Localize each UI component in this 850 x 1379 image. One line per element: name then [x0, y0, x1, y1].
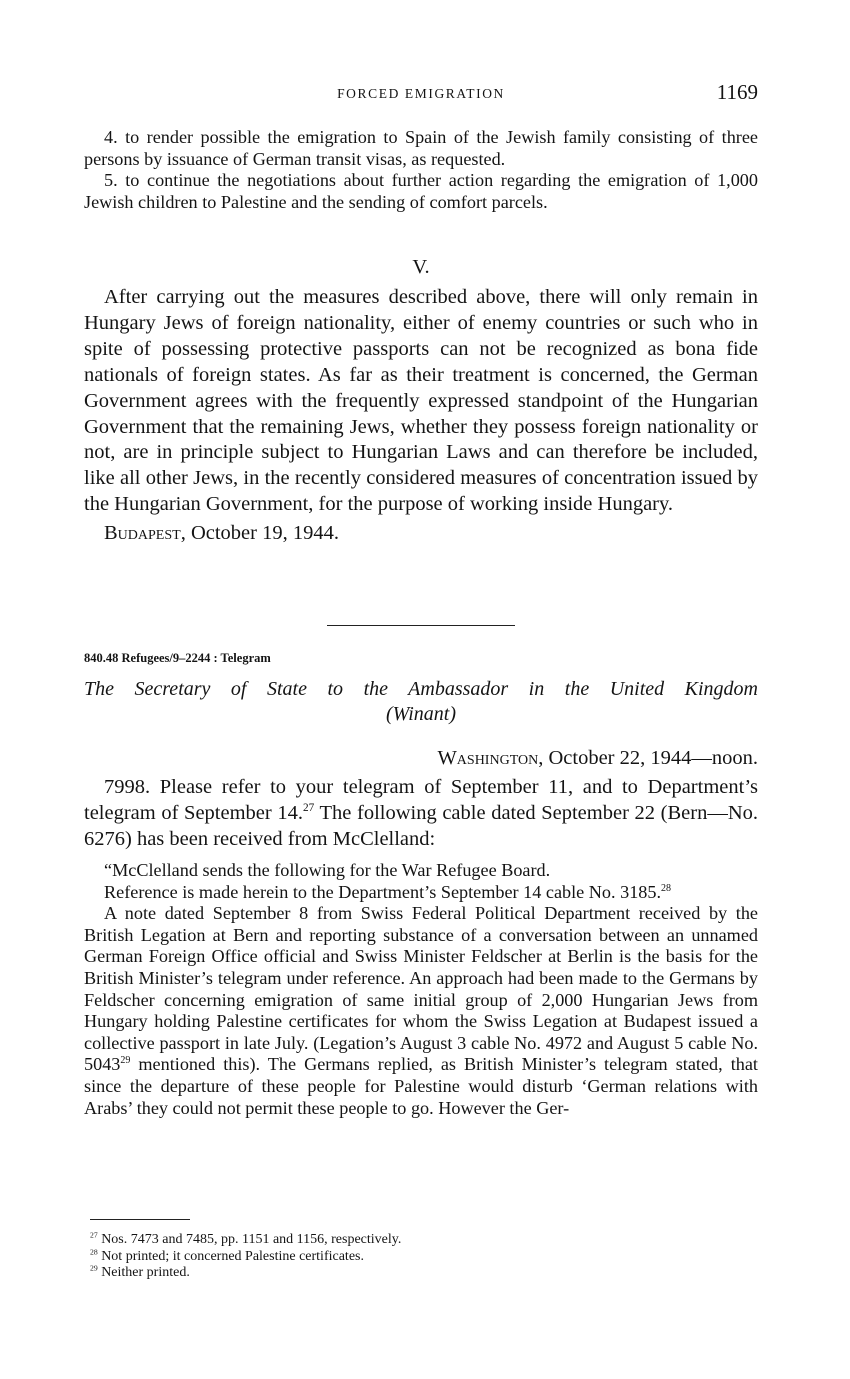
footnote-ref: 28	[661, 882, 672, 894]
footnote-text: Neither printed.	[101, 1265, 190, 1280]
section-divider	[327, 625, 515, 626]
footnote-text: Not printed; it concerned Palestine certificates.	[101, 1248, 364, 1264]
quoted-text: A note dated September 8 from Swiss Federal Political Department received by the British Legation at Bern and reporting substance of a conversation between an unnamed German Foreign Office official and Swiss Minister Feldscher at Berlin is the basis for the British Minister’s telegram under reference. An approach had been made to the Germans by Feldscher concerning emigration of same initial group of 2,000 Hungarian Jews from Hungary holding Palestine certificates for whom the Swiss Legation at Budapest issued a collective passport in late July. (Legation’s August 3 cable No. 4972 and August 5 cable No. 5043	[84, 903, 758, 1075]
footnote-ref: 27	[302, 802, 315, 815]
intro-text: The following cable dated September 22 (Bern—No. 6276) has been received from McClelland:	[84, 801, 759, 850]
dateline-place: Washington	[437, 747, 539, 769]
list-item: 5. to continue the negotiations about further action regarding the emigration of 1,000 Jewish children to Palestine and the sending of comfort parcels.	[84, 170, 758, 212]
quoted-paragraph: “McClelland sends the following for the War Refugee Board.	[104, 860, 551, 880]
section-paragraph-block	[84, 285, 758, 547]
running-title: FORCED EMIGRATION	[337, 86, 505, 101]
body-paragraph	[84, 775, 758, 853]
quoted-cable	[84, 860, 758, 1119]
numbered-items	[84, 127, 758, 213]
list-item: 4. to render possible the emigration to Spain of the Jewish family consisting of three persons by issuance of German transit visas, as requested.	[84, 127, 758, 169]
footnote	[90, 1265, 764, 1282]
footnotes	[90, 1232, 764, 1282]
footnote	[90, 1232, 764, 1249]
intro-text: 7998. Please refer to your telegram of September 11, and to Department’s telegram of September 14.	[84, 776, 758, 824]
footnote-mark: 28	[90, 1247, 98, 1257]
footnote-mark: 29	[90, 1263, 98, 1273]
sign-off	[84, 521, 758, 547]
document-title	[84, 677, 758, 727]
quoted-text: mentioned this). The Germans replied, as British Minister’s telegram stated, that since the departure of these people for Palestine would disturb ‘German relations with Arabs’ they could not permit these people to go. However the Ger-	[84, 1054, 758, 1118]
telegram-intro	[84, 775, 758, 853]
dateline-date: , October 22, 1944—noon.	[538, 747, 758, 769]
footnote-ref: 29	[120, 1055, 131, 1067]
file-number: 840.48 Refugees/9–2244 : Telegram	[84, 651, 271, 665]
sign-off-date: , October 19, 1944.	[180, 522, 339, 545]
document-title-line: (Winant)	[386, 703, 456, 725]
page-header	[84, 80, 758, 108]
page-number: 1169	[716, 80, 758, 104]
quoted-paragraph	[84, 903, 758, 1119]
sign-off-place: Budapest	[104, 522, 181, 545]
footnote	[90, 1249, 764, 1266]
footnote-text: Nos. 7473 and 7485, pp. 1151 and 1156, respectively.	[101, 1232, 402, 1247]
footnote-divider	[90, 1219, 190, 1220]
document-title-line: The Secretary of State to the Ambassador in the United Kingdom	[84, 678, 758, 700]
footnote-mark: 27	[90, 1230, 98, 1240]
dateline	[84, 747, 758, 770]
section-heading: V.	[412, 256, 430, 278]
body-paragraph: After carrying out the measures described above, there will only remain in Hungary Jews of foreign nationality, either of enemy countries or such who in spite of possessing protective passports can not be recognized as bona fide nationals of foreign states. As far as their treatment is concerned, the German Government agrees with the frequently expressed standpoint of the Hungarian Government that the remaining Jews, whether they possess foreign nationality or not, are in principle subject to Hungarian Laws and can therefore be included, like all other Jews, in the recently considered measures of concentration issued by the Hungarian Government, for the purpose of working inside Hungary.	[84, 286, 758, 516]
quoted-paragraph	[84, 882, 758, 904]
quoted-text: Reference is made herein to the Department’s September 14 cable No. 3185.	[104, 881, 662, 902]
